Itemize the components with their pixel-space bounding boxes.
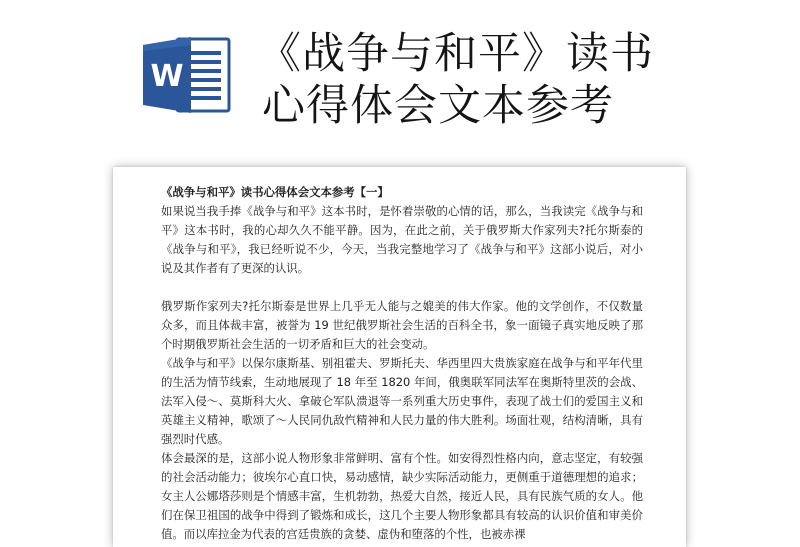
title-line-1: 《战争与和平》读书 bbox=[258, 29, 654, 79]
paragraph-4: 体会最深的是，这部小说人物形象非常鲜明、富有个性。如安得烈性格内向，意志坚定，有较强的社会活动能力；彼埃尔心直口快，易动感情，缺少实际活动能力，更侧重于道德理想的追求；女主人公娜塔莎则是个情感丰富，生机勃勃，热爱大自然，接近人民，具有民族气质的女人。他们在保卫祖国的战争中得到了锻炼和成长，这几个主要人物形象都具有较高的认识价值和审美价值。而以库拉金为代表的宫廷贵族的贪婪、虚伪和堕落的个性，也被赤裸 bbox=[161, 451, 643, 541]
paragraph-1: 如果说当我手捧《战争与和平》这本书时，是怀着崇敬的心情的话，那么，当我读完《战争与和平》这本书时，我的心却久久不能平静。因为，在此之前，关于俄罗斯大作家列夫?托尔斯泰的《战争与和平》，我已经听说不少，今天，当我完整地学习了《战争与和平》这部小说后，对小说及其作者有了更深的认识。 bbox=[161, 204, 643, 275]
document-heading: 《战争与和平》读书心得体会文本参考【一】 bbox=[161, 185, 389, 199]
paragraph-spacer bbox=[161, 278, 643, 297]
hero-banner bbox=[0, 0, 800, 160]
word-document-icon bbox=[141, 33, 233, 117]
document-page bbox=[113, 167, 686, 547]
paragraph-3: 《战争与和平》以保尔康斯基、别祖霍夫、罗斯托夫、华西里四大贵族家庭在战争与和平年代里的生活为情节线索，生动地展现了 18 年至 1820 年间，俄奥联军同法军在奥斯特里茨的会战、法军入侵～、莫斯科大火、拿破仑军队溃退等一系列重大历史事件，表现了战士们的爱国主义和英雄主义精神，歌颂了～人民同仇敌忾精神和人民力量的伟大胜利。场面壮观，结构清晰，具有强烈时代感。 bbox=[161, 356, 643, 446]
title-line-2: 心得体会文本参考 bbox=[262, 81, 614, 131]
word-icon-letter: W bbox=[150, 59, 184, 94]
page-title bbox=[258, 28, 718, 132]
paragraph-2: 俄罗斯作家列夫?托尔斯泰是世界上几乎无人能与之媲美的伟大作家。他的文学创作，不仅数量众多，而且体裁丰富，被誉为 19 世纪俄罗斯社会生活的百科全书，象一面镜子真实地反映了那个时期俄罗斯社会生活的一切矛盾和巨大的社会变动。 bbox=[161, 299, 643, 351]
document-body bbox=[161, 183, 643, 544]
